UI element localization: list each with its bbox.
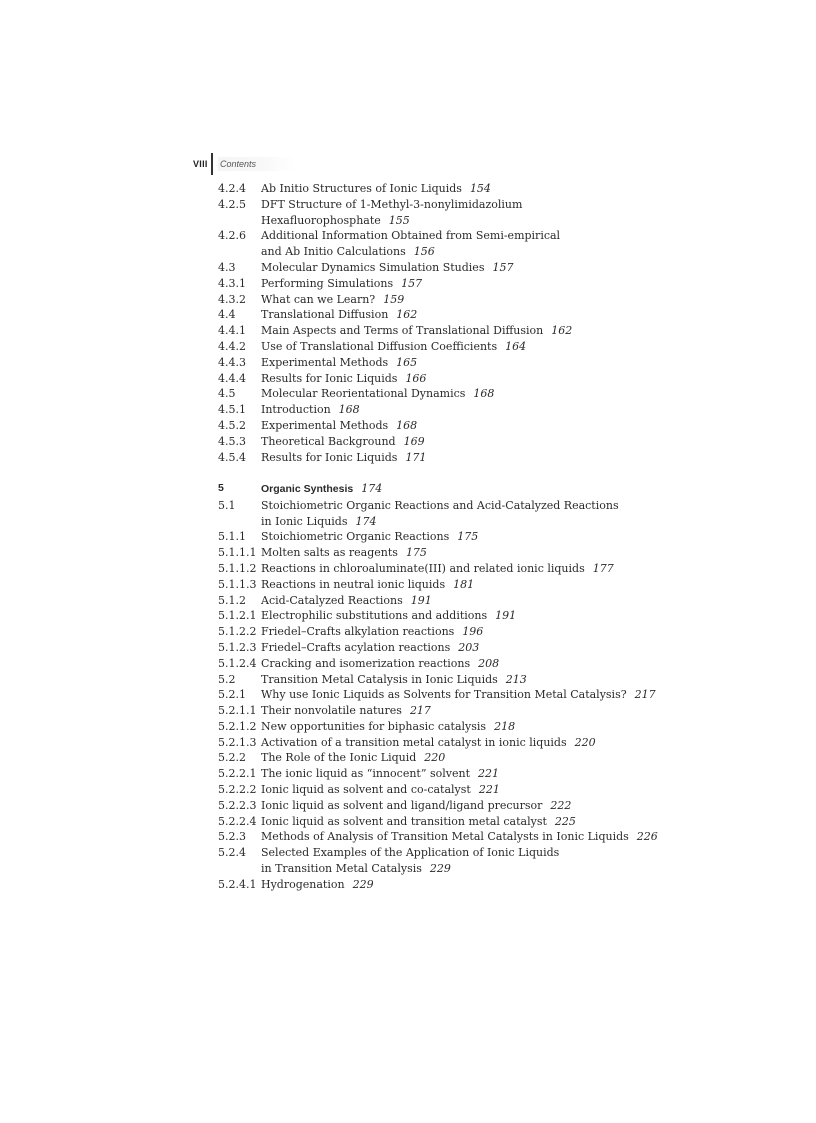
toc-entry[interactable]	[218, 386, 688, 402]
toc-entry-number: 5.1.1.3	[218, 577, 257, 591]
toc-page-number: 229	[352, 877, 374, 891]
toc-entry[interactable]	[218, 766, 688, 782]
toc-entry-number: 4.4.1	[218, 324, 246, 338]
toc-entry[interactable]	[218, 703, 688, 719]
toc-entry-number: 4.5.2	[218, 418, 246, 432]
toc-entry-title: Molecular Reorientational Dynamics	[261, 387, 466, 401]
toc-page-number: 225	[554, 814, 576, 828]
toc-entry-title: Ionic liquid as solvent and transition metal catalyst	[261, 814, 547, 828]
page-number: VIII	[193, 159, 208, 169]
toc-entry-title: Methods of Analysis of Transition Metal Catalysts in Ionic Liquids	[261, 830, 629, 844]
toc-entry-body	[261, 450, 688, 466]
toc-entry-body	[261, 735, 688, 751]
toc-page-number: 220	[574, 735, 596, 749]
toc-page-number: 159	[383, 292, 405, 306]
toc-entry-title: in Ionic Liquids	[261, 514, 348, 528]
toc-page-number: 156	[413, 245, 435, 259]
toc-entry-body	[261, 307, 688, 323]
toc-page-number: 174	[361, 481, 383, 495]
toc-page-number: 218	[494, 719, 516, 733]
toc-entry-number	[218, 244, 261, 260]
toc-entry-body	[261, 750, 688, 766]
toc-page-number: 229	[429, 862, 451, 876]
toc-entry[interactable]	[218, 593, 688, 609]
toc-entry-title: Translational Diffusion	[261, 308, 389, 322]
toc-entry-number: 5.1.1	[218, 530, 246, 544]
toc-entry-title: Results for Ionic Liquids	[261, 371, 398, 385]
toc-entry[interactable]	[218, 861, 688, 877]
toc-entry-body	[261, 593, 688, 609]
toc-entry-title: Hydrogenation	[261, 877, 345, 891]
toc-entry-body	[261, 656, 688, 672]
toc-entry-title: Molecular Dynamics Simulation Studies	[261, 260, 485, 274]
running-head: Contents	[218, 157, 296, 171]
toc-entry-body	[261, 798, 688, 814]
toc-entry[interactable]	[218, 292, 688, 308]
toc-entry[interactable]	[218, 339, 688, 355]
toc-entry[interactable]	[218, 735, 688, 751]
toc-entry[interactable]	[218, 434, 688, 450]
toc-entry-number: 5.1.2	[218, 593, 246, 607]
toc-entry-number: 4.3.2	[218, 292, 246, 306]
table-of-contents	[218, 181, 688, 893]
toc-entry-number: 5.2.1.2	[218, 719, 257, 733]
toc-entry-body	[261, 782, 688, 798]
toc-entry-number: 5.2.2	[218, 751, 246, 765]
toc-page-number: 226	[636, 830, 658, 844]
toc-entry-body	[261, 877, 688, 893]
toc-entry-body	[261, 766, 688, 782]
toc-page-number: 181	[453, 577, 475, 591]
toc-page-number: 175	[405, 546, 427, 560]
toc-entry-number: 4.2.6	[218, 229, 246, 243]
toc-entry-body	[261, 276, 688, 292]
toc-entry-number	[218, 213, 261, 229]
toc-entry-number: 5.2.4.1	[218, 877, 257, 891]
toc-entry-title: and Ab Initio Calculations	[261, 245, 406, 259]
toc-entry-title: Performing Simulations	[261, 276, 394, 290]
toc-entry[interactable]	[218, 561, 688, 577]
toc-entry-number	[218, 861, 261, 877]
toc-entry-body	[261, 861, 688, 877]
toc-entry-number: 5.2.2.2	[218, 783, 257, 797]
toc-entry-title: What can we Learn?	[261, 292, 376, 306]
toc-entry-number: 4.2.4	[218, 182, 246, 195]
toc-entry[interactable]	[218, 307, 688, 323]
toc-page-number: 177	[592, 561, 614, 575]
toc-page-number: 155	[388, 213, 410, 227]
toc-entry-body	[261, 402, 688, 418]
toc-entry-number: 5.1.1.2	[218, 561, 257, 575]
toc-entry[interactable]	[218, 656, 688, 672]
toc-entry-body	[261, 703, 688, 719]
toc-entry-title: Stoichiometric Organic Reactions	[261, 530, 450, 544]
toc-entry-number: 4.3.1	[218, 276, 246, 290]
toc-entry-number: 5	[218, 481, 224, 494]
toc-entry-title: The ionic liquid as “innocent” solvent	[261, 767, 470, 781]
toc-entry-body	[261, 829, 688, 845]
toc-entry-title: New opportunities for biphasic catalysis	[261, 719, 487, 733]
toc-entry[interactable]	[218, 608, 688, 624]
toc-entry-title: Friedel–Crafts alkylation reactions	[261, 625, 455, 639]
toc-entry-title: Molten salts as reagents	[261, 546, 398, 560]
toc-entry-number: 5.2	[218, 672, 236, 686]
toc-entry-body	[261, 624, 688, 640]
toc-entry[interactable]	[218, 371, 688, 387]
toc-entry[interactable]	[218, 577, 688, 593]
toc-entry-number: 5.2.2.3	[218, 798, 257, 812]
toc-page-number: 175	[457, 530, 479, 544]
toc-entry-title: Friedel–Crafts acylation reactions	[261, 640, 451, 654]
toc-entry-body	[261, 845, 688, 861]
toc-entry[interactable]	[218, 213, 688, 229]
page-header	[193, 153, 296, 175]
toc-entry[interactable]	[218, 798, 688, 814]
toc-page-number: 169	[403, 434, 425, 448]
toc-page-number: 174	[355, 514, 377, 528]
toc-entry-body	[261, 640, 688, 656]
toc-entry-title: The Role of the Ionic Liquid	[261, 751, 417, 765]
toc-entry[interactable]	[218, 845, 688, 861]
toc-entry-title: Transition Metal Catalysis in Ionic Liquids	[261, 672, 498, 686]
toc-entry-title: Electrophilic substitutions and additions	[261, 609, 488, 623]
toc-entry-number: 4.5.3	[218, 434, 246, 448]
toc-entry[interactable]	[218, 687, 688, 703]
toc-page-number: 213	[505, 672, 527, 686]
toc-page-number: 191	[495, 609, 517, 623]
toc-entry-body	[261, 719, 688, 735]
toc-entry-title: Ionic liquid as solvent and co-catalyst	[261, 783, 471, 797]
toc-page-number: 168	[396, 418, 418, 432]
toc-entry-number: 5.2.1	[218, 688, 246, 702]
toc-entry-number	[218, 514, 261, 530]
toc-page-number: 162	[396, 308, 418, 322]
toc-page-number: 221	[478, 783, 500, 797]
toc-entry-title: Stoichiometric Organic Reactions and Acid-Catalyzed Reactions	[261, 498, 619, 512]
toc-entry-number: 5.2.2.1	[218, 767, 257, 781]
toc-entry-number: 5.1	[218, 498, 236, 512]
toc-entry[interactable]	[218, 181, 688, 197]
toc-entry-title: Activation of a transition metal catalyst in ionic liquids	[261, 735, 567, 749]
toc-entry-body	[261, 561, 688, 577]
toc-entry-title: Hexafluorophosphate	[261, 213, 381, 227]
toc-entry-title: Use of Translational Diffusion Coefficients	[261, 339, 498, 353]
toc-entry-number: 5.1.2.3	[218, 640, 257, 654]
toc-entry-number: 5.2.3	[218, 830, 246, 844]
toc-entry[interactable]	[218, 719, 688, 735]
toc-page-number: 217	[634, 688, 656, 702]
toc-chapter-entry[interactable]	[218, 481, 688, 498]
toc-entry-title: Acid-Catalyzed Reactions	[261, 593, 403, 607]
toc-entry[interactable]	[218, 672, 688, 688]
toc-entry-body	[261, 418, 688, 434]
toc-entry-body	[261, 514, 688, 530]
toc-entry-title: in Transition Metal Catalysis	[261, 862, 422, 876]
toc-page-number: 154	[469, 182, 491, 195]
toc-entry-number: 5.2.1.1	[218, 704, 257, 718]
toc-entry-number: 5.2.2.4	[218, 814, 257, 828]
toc-entry-title: Experimental Methods	[261, 355, 389, 369]
toc-entry[interactable]	[218, 323, 688, 339]
toc-entry[interactable]	[218, 402, 688, 418]
toc-entry[interactable]	[218, 640, 688, 656]
toc-entry-title: Cracking and isomerization reactions	[261, 656, 471, 670]
toc-entry-body	[261, 672, 688, 688]
toc-entry-title: Experimental Methods	[261, 418, 389, 432]
toc-entry-title: Ionic liquid as solvent and ligand/ligand precursor	[261, 798, 543, 812]
toc-entry-number: 4.4.4	[218, 371, 246, 385]
toc-entry[interactable]	[218, 750, 688, 766]
toc-entry-title: Main Aspects and Terms of Translational Diffusion	[261, 324, 544, 338]
toc-entry-title: Results for Ionic Liquids	[261, 450, 398, 464]
toc-entry-number: 4.2.5	[218, 197, 246, 211]
toc-page-number: 157	[492, 260, 514, 274]
toc-entry[interactable]	[218, 498, 688, 514]
toc-entry-number: 5.2.4	[218, 846, 246, 860]
toc-page-number: 162	[551, 324, 573, 338]
toc-entry[interactable]	[218, 276, 688, 292]
toc-entry[interactable]	[218, 814, 688, 830]
toc-entry-body	[261, 545, 688, 561]
toc-entry-number: 4.4.2	[218, 339, 246, 353]
toc-entry-body	[261, 608, 688, 624]
toc-entry-number: 4.5.4	[218, 450, 246, 464]
toc-entry[interactable]	[218, 877, 688, 893]
toc-page-number: 168	[338, 403, 360, 417]
toc-page-number: 222	[550, 798, 572, 812]
toc-entry-body	[261, 577, 688, 593]
toc-page-number: 191	[410, 593, 432, 607]
toc-entry-title: Why use Ionic Liquids as Solvents for Transition Metal Catalysis?	[261, 688, 627, 702]
toc-entry-number: 4.5.1	[218, 403, 246, 417]
toc-entry-body	[261, 434, 688, 450]
toc-entry[interactable]	[218, 228, 688, 244]
toc-entry[interactable]	[218, 450, 688, 466]
toc-entry[interactable]	[218, 624, 688, 640]
toc-entry-title: Reactions in chloroaluminate(III) and related ionic liquids	[261, 561, 585, 575]
toc-page-number: 208	[478, 656, 500, 670]
toc-entry-body	[261, 213, 688, 229]
toc-section-gap	[218, 465, 688, 481]
toc-entry[interactable]	[218, 418, 688, 434]
toc-entry-body	[261, 197, 688, 213]
toc-entry-title: Additional Information Obtained from Semi-empirical	[261, 229, 561, 243]
header-rule	[211, 153, 213, 175]
toc-entry-title: Introduction	[261, 403, 331, 417]
toc-page-number: 217	[409, 704, 431, 718]
toc-entry-title: Organic Synthesis	[261, 482, 354, 495]
toc-entry-body	[261, 339, 688, 355]
toc-entry-number: 4.4.3	[218, 355, 246, 369]
toc-page-number: 164	[505, 339, 527, 353]
toc-entry-number: 4.5	[218, 387, 236, 401]
toc-entry-body	[261, 355, 688, 371]
toc-entry-body	[261, 228, 688, 244]
toc-entry[interactable]	[218, 197, 688, 213]
toc-entry[interactable]	[218, 782, 688, 798]
toc-entry-body	[261, 386, 688, 402]
toc-entry-number: 4.3	[218, 260, 236, 274]
toc-entry[interactable]	[218, 545, 688, 561]
toc-entry-body	[261, 498, 688, 514]
toc-entry-number: 5.2.1.3	[218, 735, 257, 749]
toc-page-number: 221	[478, 767, 499, 781]
toc-page-number: 171	[405, 450, 427, 464]
toc-entry-body	[261, 181, 688, 197]
toc-entry-body	[261, 529, 688, 545]
toc-page-number: 196	[462, 625, 484, 639]
toc-entry-number: 5.1.2.2	[218, 625, 257, 639]
toc-entry[interactable]	[218, 829, 688, 845]
toc-entry-body	[261, 260, 688, 276]
toc-page-number: 165	[396, 355, 418, 369]
toc-entry-title: Theoretical Background	[261, 434, 396, 448]
toc-entry-title: DFT Structure of 1-Methyl-3-nonylimidazolium	[261, 197, 523, 211]
toc-page-number: 166	[405, 371, 427, 385]
toc-entry-title: Reactions in neutral ionic liquids	[261, 577, 446, 591]
toc-entry-body	[261, 371, 688, 387]
toc-entry-body	[261, 244, 688, 260]
toc-page-number: 203	[458, 640, 480, 654]
toc-entry-number: 5.1.2.1	[218, 609, 257, 623]
toc-entry-body	[261, 323, 688, 339]
toc-entry[interactable]	[218, 260, 688, 276]
toc-entry-title: Their nonvolatile natures	[261, 704, 402, 718]
toc-page-number: 157	[401, 276, 423, 290]
toc-entry[interactable]	[218, 514, 688, 530]
toc-entry-title: Ab Initio Structures of Ionic Liquids	[261, 182, 462, 195]
toc-entry-number: 4.4	[218, 308, 236, 322]
toc-entry[interactable]	[218, 355, 688, 371]
toc-entry-body	[261, 814, 688, 830]
toc-entry-body	[261, 481, 688, 498]
toc-page-number: 220	[424, 751, 446, 765]
toc-entry-body	[261, 687, 688, 703]
toc-entry-number: 5.1.2.4	[218, 656, 257, 670]
toc-entry[interactable]	[218, 529, 688, 545]
toc-entry-number: 5.1.1.1	[218, 546, 257, 560]
toc-entry-title: Selected Examples of the Application of Ionic Liquids	[261, 846, 560, 860]
toc-entry[interactable]	[218, 244, 688, 260]
toc-page-number: 168	[473, 387, 495, 401]
toc-entry-body	[261, 292, 688, 308]
